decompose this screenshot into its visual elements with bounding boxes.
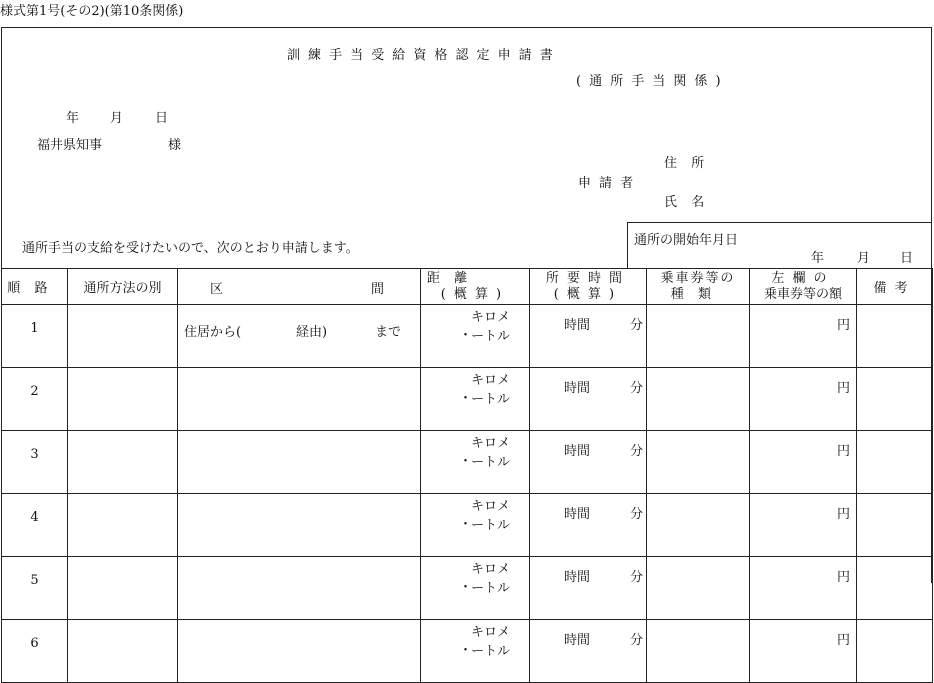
section-cell[interactable] xyxy=(178,557,421,620)
time-cell[interactable]: 時間 分 xyxy=(530,557,647,620)
applicant-label: 申請者 xyxy=(578,176,642,191)
method-cell[interactable] xyxy=(68,494,178,557)
method-cell[interactable] xyxy=(68,620,178,683)
addressee-name: 福井県知事 xyxy=(37,138,103,153)
ticket-type-cell[interactable] xyxy=(647,305,750,368)
ticket-type-cell[interactable] xyxy=(647,620,750,683)
start-date-month: 月 xyxy=(857,251,871,266)
section-cell[interactable] xyxy=(178,368,421,431)
ticket-type-cell[interactable] xyxy=(647,494,750,557)
route-number: 5 xyxy=(2,557,68,620)
table-row xyxy=(2,620,933,683)
table-row xyxy=(2,368,933,431)
date-month-label: 月 xyxy=(110,111,124,126)
route-number: 2 xyxy=(2,368,68,431)
amount-cell[interactable]: 円 xyxy=(750,557,857,620)
distance-cell[interactable]: ・ キロメ ートル xyxy=(421,368,530,431)
remarks-cell[interactable] xyxy=(857,494,933,557)
header-section: 区 間 xyxy=(178,269,421,305)
remarks-cell[interactable] xyxy=(857,431,933,494)
form-number: 様式第1号(その2)(第10条関係) xyxy=(0,4,184,19)
form-title: 訓練手当受給資格認定申請書 xyxy=(287,48,561,63)
remarks-cell[interactable] xyxy=(857,620,933,683)
time-cell[interactable]: 時間 分 xyxy=(530,305,647,368)
route-number: 4 xyxy=(2,494,68,557)
distance-cell[interactable]: ・ キロメ ートル xyxy=(421,494,530,557)
table-row xyxy=(2,431,933,494)
amount-cell[interactable]: 円 xyxy=(750,620,857,683)
header-time: 所要時間 (概算) xyxy=(530,269,647,305)
table-row xyxy=(2,494,933,557)
distance-cell[interactable]: ・ キロメ ートル xyxy=(421,620,530,683)
header-distance: 距離 (概算) xyxy=(421,269,530,305)
section-cell[interactable]: 住居から( 経由) まで xyxy=(178,305,421,368)
section-cell[interactable] xyxy=(178,494,421,557)
section-cell[interactable] xyxy=(178,620,421,683)
time-cell[interactable]: 時間 分 xyxy=(530,620,647,683)
amount-cell[interactable]: 円 xyxy=(750,431,857,494)
header-method: 通所方法の別 xyxy=(68,269,178,305)
remarks-cell[interactable] xyxy=(857,305,933,368)
header-order: 順路 xyxy=(2,269,68,305)
method-cell[interactable] xyxy=(68,368,178,431)
route-number: 3 xyxy=(2,431,68,494)
section-cell[interactable] xyxy=(178,431,421,494)
remarks-cell[interactable] xyxy=(857,557,933,620)
header-ticket-amount: 左欄の 乗車券等の額 xyxy=(750,269,857,305)
date-year-label: 年 xyxy=(66,111,80,126)
request-text: 通所手当の支給を受けたいので、次のとおり申請します。 xyxy=(22,241,359,256)
method-cell[interactable] xyxy=(68,431,178,494)
distance-cell[interactable]: ・ キロメ ートル xyxy=(421,431,530,494)
start-date-day: 日 xyxy=(900,251,914,266)
address-label: 住所 xyxy=(664,156,719,171)
amount-cell[interactable]: 円 xyxy=(750,305,857,368)
amount-cell[interactable]: 円 xyxy=(750,368,857,431)
table-row xyxy=(2,557,933,620)
name-label: 氏名 xyxy=(664,195,719,210)
remarks-cell[interactable] xyxy=(857,368,933,431)
distance-cell[interactable]: ・ キロメ ートル xyxy=(421,305,530,368)
time-cell[interactable]: 時間 分 xyxy=(530,494,647,557)
addressee-honorific: 様 xyxy=(168,138,182,153)
method-cell[interactable] xyxy=(68,305,178,368)
time-cell[interactable]: 時間 分 xyxy=(530,431,647,494)
time-cell[interactable]: 時間 分 xyxy=(530,368,647,431)
start-date-label: 通所の開始年月日 xyxy=(634,233,739,248)
form-subtitle: (通所手当関係) xyxy=(576,74,729,89)
header-ticket-type: 乗車券等の 種類 xyxy=(647,269,750,305)
table-header-row xyxy=(2,269,933,305)
date-day-label: 日 xyxy=(155,111,169,126)
route-number: 6 xyxy=(2,620,68,683)
ticket-type-cell[interactable] xyxy=(647,557,750,620)
start-date-year: 年 xyxy=(811,251,825,266)
ticket-type-cell[interactable] xyxy=(647,431,750,494)
header-remarks: 備考 xyxy=(857,269,933,305)
route-table xyxy=(1,268,933,683)
method-cell[interactable] xyxy=(68,557,178,620)
amount-cell[interactable]: 円 xyxy=(750,494,857,557)
distance-cell[interactable]: ・ キロメ ートル xyxy=(421,557,530,620)
start-date-box xyxy=(627,222,932,268)
ticket-type-cell[interactable] xyxy=(647,368,750,431)
table-row xyxy=(2,305,933,368)
route-number: 1 xyxy=(2,305,68,368)
